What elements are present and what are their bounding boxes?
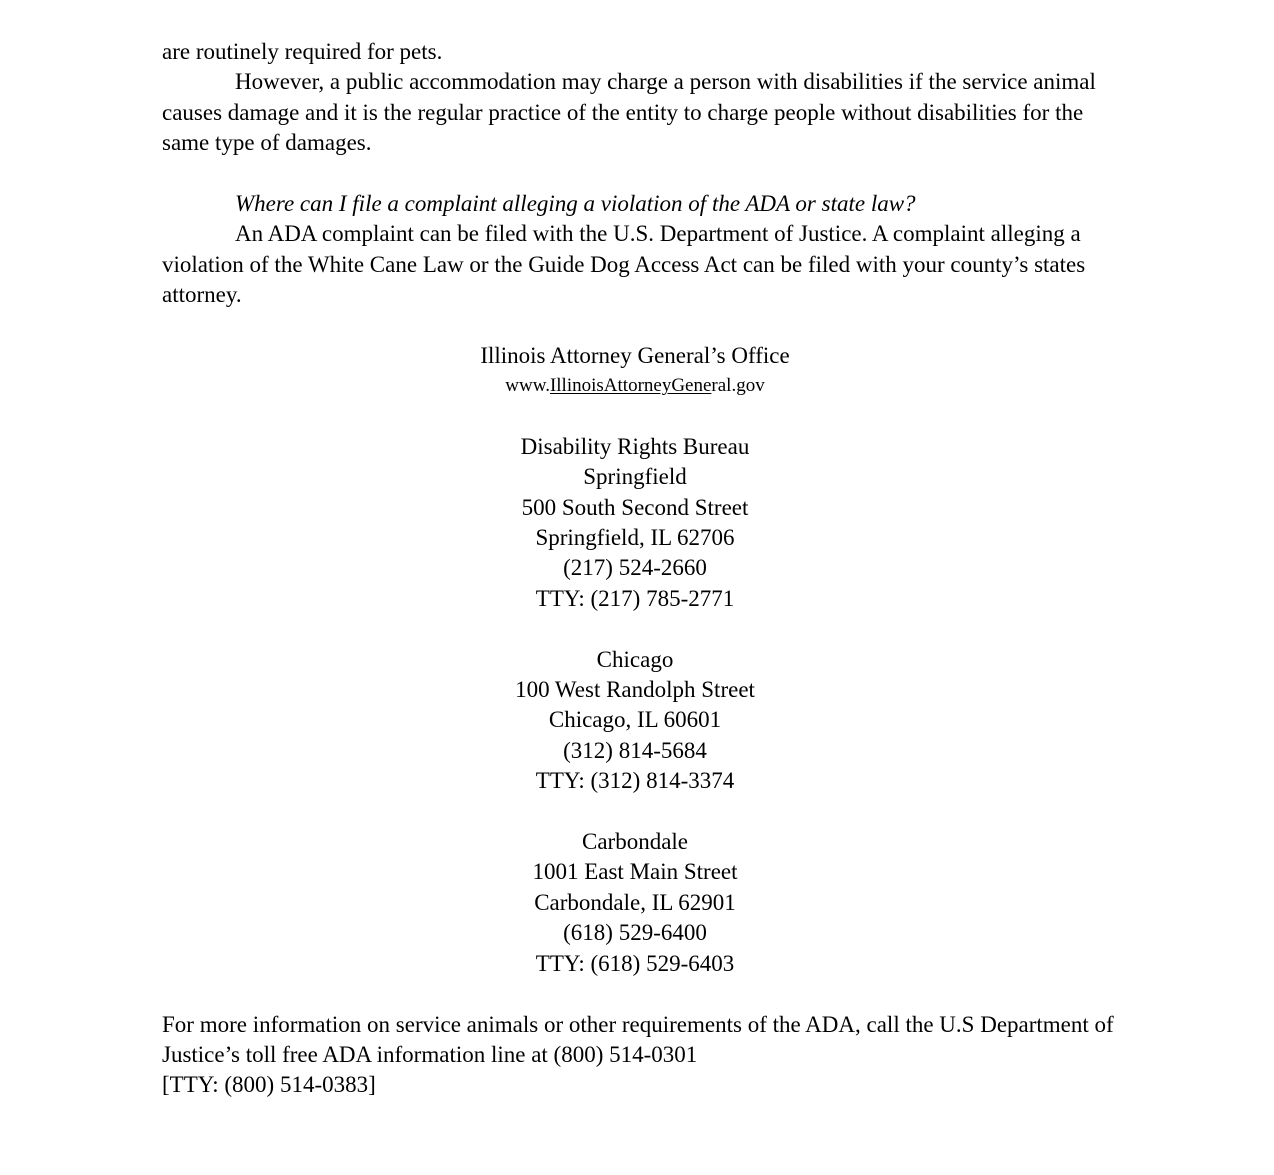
intro-line: are routinely required for pets.: [162, 39, 443, 64]
footer-line: For more information on service animals or other requirements of the ADA, call the U.S Department of: [162, 1011, 1114, 1037]
spacer: [162, 159, 1112, 189]
location-chicago: [162, 645, 1108, 797]
location-phone: (312) 814-5684: [563, 737, 707, 763]
office-website-link[interactable]: www.IllinoisAttorneyGeneral.gov: [505, 375, 765, 397]
paragraph-line: attorney.: [162, 282, 242, 308]
spacer: [162, 979, 1112, 1009]
paragraph-line: violation of the White Cane Law or the Guide Dog Access Act can be filed with your county’s states: [162, 251, 1086, 277]
paragraph-line: An ADA complaint can be filed with the U.S. Department of Justice. A complaint alleging a: [235, 221, 1081, 247]
location-carbondale: [162, 827, 1108, 979]
spacer: [162, 311, 1112, 341]
spacer: [162, 401, 1108, 431]
spacer: [162, 797, 1108, 827]
office-name: Illinois Attorney General’s Office: [480, 343, 790, 369]
document-page: [162, 37, 1112, 1101]
location-street: 1001 East Main Street: [532, 859, 738, 885]
footer-line: Justice’s toll free ADA information line at (800) 514-0301: [162, 1041, 698, 1067]
location-street: 500 South Second Street: [521, 494, 749, 520]
location-springfield: [162, 462, 1108, 614]
location-city: Springfield: [583, 464, 687, 490]
location-phone: (217) 524-2660: [563, 555, 707, 581]
location-tty: TTY: (618) 529-6403: [535, 950, 735, 976]
footer-line: [TTY: (800) 514-0383]: [162, 1072, 376, 1098]
location-tty: TTY: (217) 785-2771: [535, 585, 735, 611]
spacer: [162, 614, 1108, 644]
location-citystate: Springfield, IL 62706: [535, 525, 735, 551]
location-street: 100 West Randolph Street: [515, 677, 755, 703]
location-city: Chicago: [596, 646, 674, 672]
location-citystate: Chicago, IL 60601: [548, 707, 722, 733]
location-phone: (618) 529-6400: [563, 920, 707, 946]
complaint-question-heading: Where can I file a complaint alleging a violation of the ADA or state law?: [235, 191, 916, 217]
footer-info: [162, 1010, 1112, 1101]
paragraph-line: same type of damages.: [162, 130, 372, 156]
location-citystate: Carbondale, IL 62901: [534, 889, 736, 915]
contact-block: [162, 341, 1108, 979]
location-tty: TTY: (312) 814-3374: [535, 768, 735, 794]
bureau-name: Disability Rights Bureau: [520, 433, 750, 459]
paragraph-line: However, a public accommodation may charge a person with disabilities if the service animal: [235, 69, 1096, 95]
location-city: Carbondale: [581, 829, 688, 855]
paragraph-line: causes damage and it is the regular practice of the entity to charge people without disabilities for the: [162, 99, 1084, 125]
